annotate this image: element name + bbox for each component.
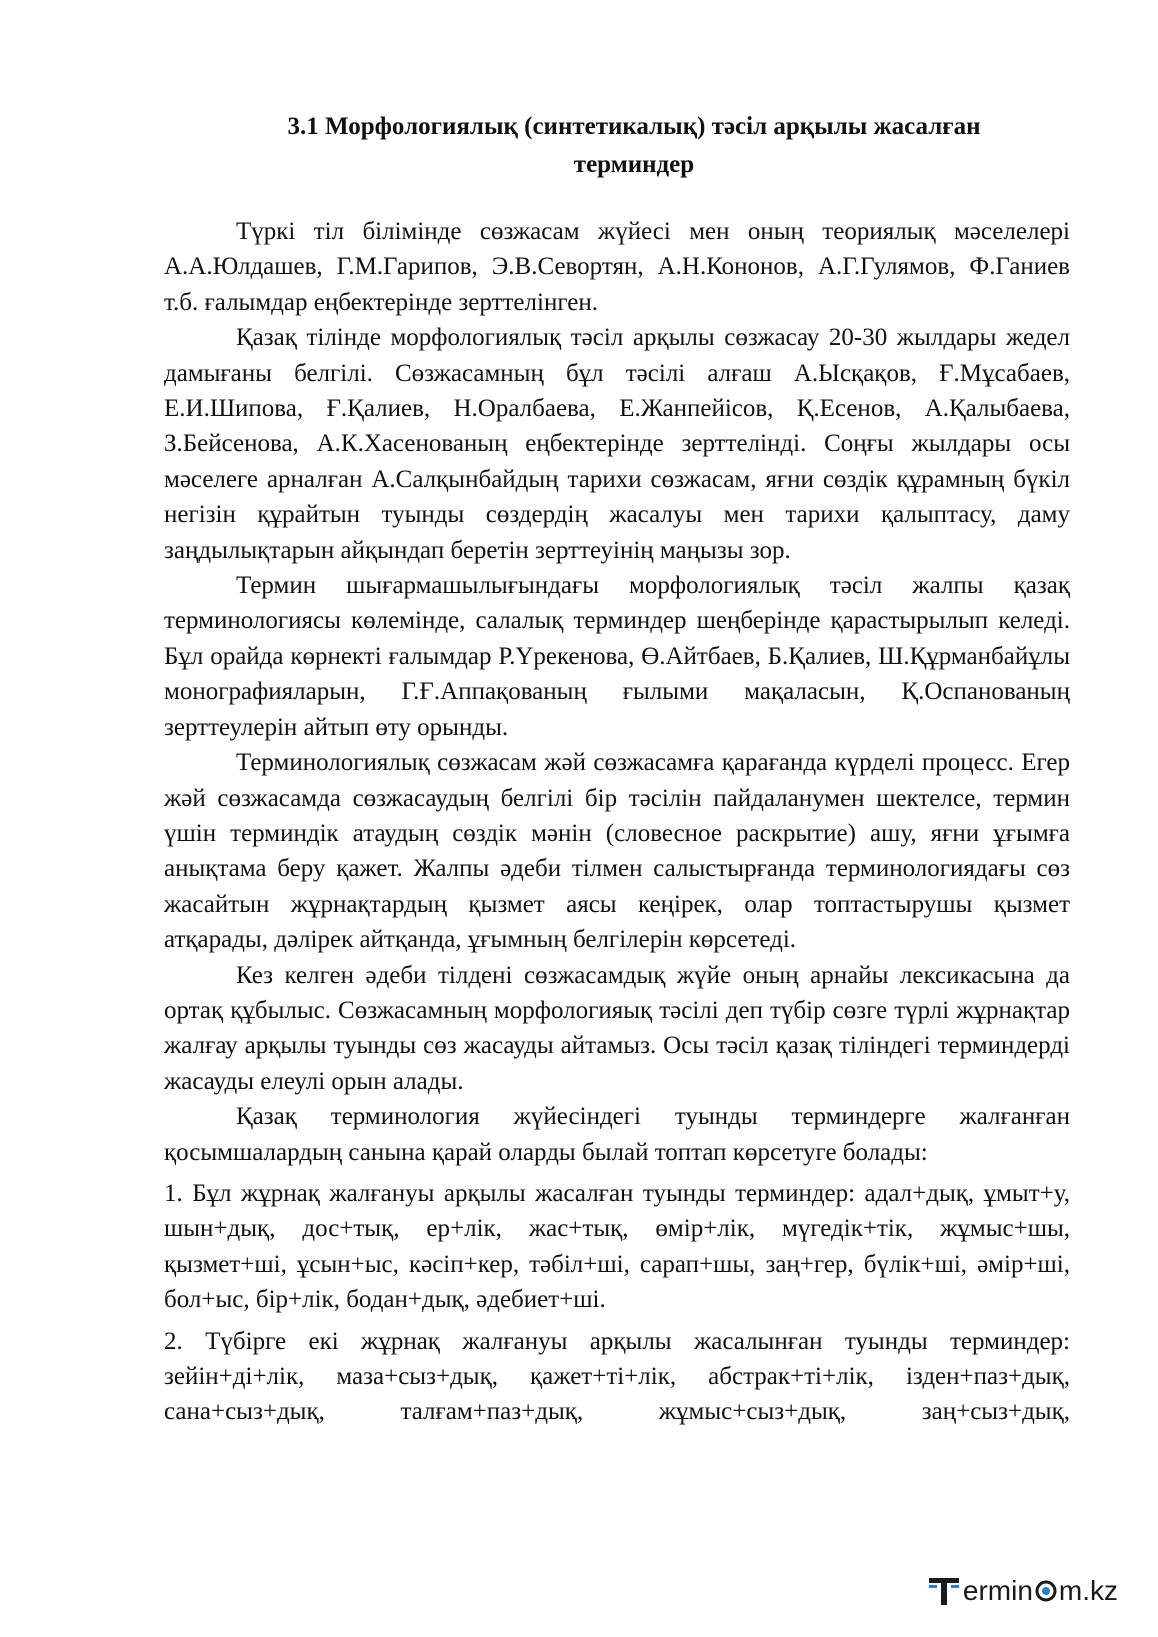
paragraph-3: Термин шығармашылығындағы морфологиялық тәсіл жалпы қазақ терминологиясы көлемінде, салалық терминдер шеңберінде қарастырылып келеді. Бұл орайда көрнекті ғалымдар Р.Үрекенова, Ө.Айтбаев, Б.Қалиев, Ш.Құрманбайұлы монографияларын, Г.Ғ.Аппақованың ғылыми мақаласын, Қ.Оспанованың зерттеулерін айтып өту орынды. xyxy=(164,572,1070,741)
section-title-line-2: терминдер xyxy=(573,151,695,178)
section-title xyxy=(264,108,1004,184)
paragraph-1: Түркі тіл білімінде сөзжасам жүйесі мен оның теориялық мәселелері А.А.Юлдашев, Г.М.Гарипов, Э.В.Севортян, А.Н.Кононов, А.Г.Гулямов, Ф.Ганиев т.б. ғалымдар еңбектерінде зерттелінген. xyxy=(164,218,1070,316)
body-text xyxy=(164,214,1070,1430)
list-item-2: 2. Түбірге екі жұрнақ жалғануы арқылы жасалынған туынды терминдер: зейін+ді+лік, маза+сыз+дық, қажет+ті+лік, абстрак+ті+лік, ізден+паз+дық, сана+сыз+дық, талғам+паз+дық, жұмыс+сыз+дық, заң+сыз+дық, xyxy=(164,1327,1070,1426)
watermark-text-1: ermin xyxy=(962,1575,1033,1606)
paragraph-4: Терминологиялық сөзжасам жәй сөзжасамға қарағанда күрделі процесс. Егер жәй сөзжасамда сөзжасаудың белгілі бір тәсілін пайдаланумен шектелсе, термин үшін терминдік атаудың сөздік мәнін (словесное раскрытие) ашу, яғни ұғымға анықтама беру қажет. Жалпы әдеби тілмен салыстырғанда терминологиядағы сөз жасайтын жұрнақтардың қызмет аясы кеңірек, олар топтастырушы қызмет атқарады, дәлірек айтқанда, ұғымның белгілерін көрсетеді. xyxy=(164,749,1070,954)
paragraph-2: Қазақ тілінде морфологиялық тәсіл арқылы сөзжасау 20-30 жылдары жедел дамығаны белгілі. Сөзжасамның бұл тәсілі алғаш А.Ысқақов, Ғ.Мұсабаев, Е.И.Шипова, Ғ.Қалиев, Н.Оралбаева, Е.Жанпейісов, Қ.Есенов, А.Қалыбаева, З.Бейсенова, А.К.Хасенованың еңбектерінде зерттелінді. Соңғы жылдары осы мәселеге арналған А.Салқынбайдың тарихи сөзжасам, яғни сөздік құрамның бүкіл негізін құрайтын туынды сөздердің жасалуы мен тарихи қалыптасу, даму заңдылықтарын айқындап беретін зерттеуінің маңызы зор. xyxy=(164,324,1070,564)
watermark-t-logo-icon xyxy=(927,1575,961,1607)
watermark-circle-logo-icon xyxy=(1034,1579,1058,1603)
watermark-text-2: m.kz xyxy=(1058,1575,1118,1606)
paragraph-5: Кез келген әдеби тілдені сөзжасамдық жүйе оның арнайы лексикасына да ортақ құбылыс. Сөзжасамның морфологияық тәсілі деп түбір сөзге түрлі жұрнақтар жалғау арқылы туынды сөз жасауды айтамыз. Осы тәсіл қазақ тіліндегі терминдерді жасауды елеулі орын алады. xyxy=(164,961,1070,1095)
termincom-watermark xyxy=(927,1573,1118,1609)
list-item-1: 1. Бұл жұрнақ жалғануы арқылы жасалған туынды терминдер: адал+дық, ұмыт+у, шын+дық, дос+тық, ер+лік, жас+тық, өмір+лік, мүгедік+тік, жұмыс+шы, қызмет+ші, ұсын+ыс, кәсіп+кер, тәбіл+ші, сарап+шы, заң+гер, бүлік+ші, әмір+ші, бол+ыс, бір+лік, бодан+дық, әдебиет+ші. xyxy=(164,1179,1070,1314)
section-title-line-1: 3.1 Морфологиялық (синтетикалық) тәсіл арқылы жасалған xyxy=(287,113,981,140)
paragraph-6: Қазақ терминология жүйесіндегі туынды терминдерге жалғанған қосымшалардың санына қарай оларды былай топтап көрсетуге болады: xyxy=(164,1103,1070,1166)
